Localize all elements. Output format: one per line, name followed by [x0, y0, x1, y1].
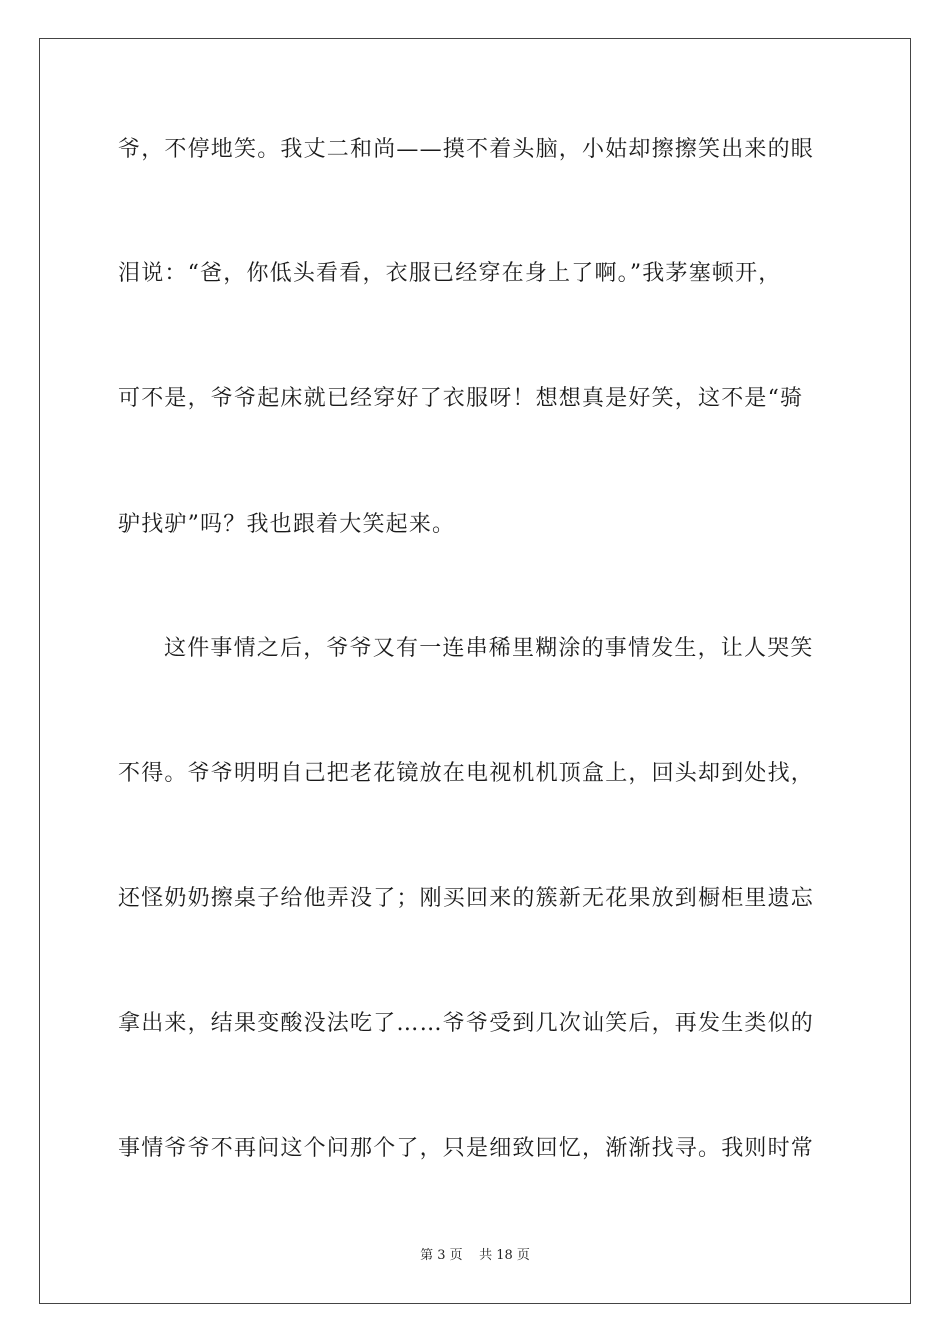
body-text-line: 泪说：“爸，你低头看看，衣服已经穿在身上了啊。”我茅塞顿开， [118, 261, 782, 286]
paragraph-first-line: 这件事情之后，爷爷又有一连串稀里糊涂的事情发生，让人哭笑 [164, 636, 814, 661]
body-text-line: 事情爷爷不再问这个问那个了，只是细致回忆，渐渐找寻。我则时常 [118, 1136, 815, 1161]
body-text-line: 拿出来，结果变酸没法吃了……爷爷受到几次讪笑后，再发生类似的 [118, 1011, 815, 1036]
body-text-line: 可不是，爷爷起床就已经穿好了衣服呀！想想真是好笑，这不是“骑 [118, 386, 804, 411]
body-text-line: 还怪奶奶擦桌子给他弄没了；刚买回来的簇新无花果放到橱柜里遗忘 [118, 886, 815, 911]
body-text-line: 爷，不停地笑。我丈二和尚——摸不着头脑，小姑却擦擦笑出来的眼 [118, 137, 815, 162]
body-text-line: 驴找驴”吗？我也跟着大笑起来。 [118, 512, 456, 537]
page-border [39, 38, 911, 1304]
body-text-line: 不得。爷爷明明自己把老花镜放在电视机机顶盒上，回头却到处找， [118, 761, 815, 786]
page-number-footer: 第 3 页 共 18 页 [420, 1248, 530, 1263]
